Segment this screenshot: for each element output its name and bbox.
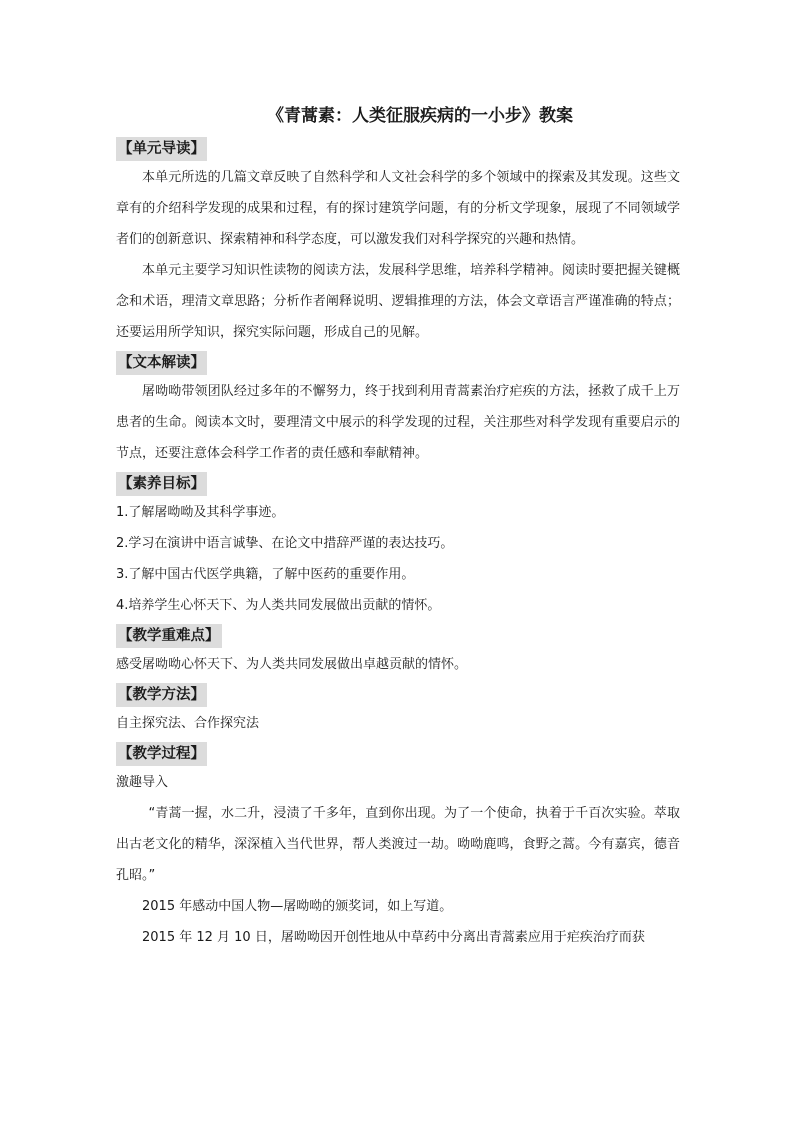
- process-paragraph-2: 2015 年 12 月 10 日，屠呦呦因开创性地从中草药中分离出青蒿素应用于疟疾治疗而获: [142, 930, 645, 945]
- section-heading-literacy-goals: 【素养目标】: [116, 472, 207, 496]
- process-paragraph-1: 2015 年感动中国人物—屠呦呦的颁奖词，如上写道。: [142, 899, 453, 914]
- award-citation-quote: “青蒿一握，水二升，浸渍了千多年，直到你出现。为了一个使命，执着于千百次实验。萃取出古老文化的精华，深深植入当代世界，帮人类渡过一劫。呦呦鹿鸣，食野之蒿。今有嘉宾，德音孔昭。”: [116, 806, 680, 883]
- section-heading-process: 【教学过程】: [116, 742, 207, 766]
- section-heading-text-reading: 【文本解读】: [116, 351, 207, 375]
- document-title: 《青蒿素：人类征服疾病的一小步》教案: [267, 106, 573, 126]
- section-heading-key-points: 【教学重难点】: [116, 624, 222, 648]
- goal-item-3: 3.了解中国古代医学典籍，了解中医药的重要作用。: [116, 567, 415, 582]
- methods-text: 自主探究法、合作探究法: [116, 716, 260, 731]
- goal-item-4: 4.培养学生心怀天下、为人类共同发展做出贡献的情怀。: [116, 598, 441, 613]
- document-page: [116, 100, 680, 953]
- unit-guide-paragraph-2: 本单元主要学习知识性读物的阅读方法，发展科学思维，培养科学精神。阅读时要把握关键概念和术语，理清文章思路；分析作者阐释说明、逻辑推理的方法，体会文章语言严谨准确的特点；还要运用所学知识，探究实际问题，形成自己的见解。: [116, 263, 680, 340]
- text-reading-paragraph: 屠呦呦带领团队经过多年的不懈努力，终于找到利用青蒿素治疗疟疾的方法，拯救了成千上万患者的生命。阅读本文时，要理清文中展示的科学发现的过程，关注那些对科学发现有重要启示的节点，还要注意体会科学工作者的责任感和奉献精神。: [116, 384, 680, 461]
- section-heading-methods: 【教学方法】: [116, 683, 207, 707]
- goal-item-1: 1.了解屠呦呦及其科学事迹。: [116, 505, 285, 520]
- unit-guide-paragraph-1: 本单元所选的几篇文章反映了自然科学和人文社会科学的多个领域中的探索及其发现。这些文章有的介绍科学发现的成果和过程，有的探讨建筑学问题，有的分析文学现象，展现了不同领域学者们的创新意识、探索精神和科学态度，可以激发我们对科学探究的兴趣和热情。: [116, 170, 680, 247]
- key-points-text: 感受屠呦呦心怀天下、为人类共同发展做出卓越贡献的情怀。: [116, 657, 468, 672]
- goal-item-2: 2.学习在演讲中语言诚挚、在论文中措辞严谨的表达技巧。: [116, 536, 454, 551]
- section-heading-unit-guide: 【单元导读】: [116, 137, 207, 161]
- process-intro: 激趣导入: [116, 775, 169, 790]
